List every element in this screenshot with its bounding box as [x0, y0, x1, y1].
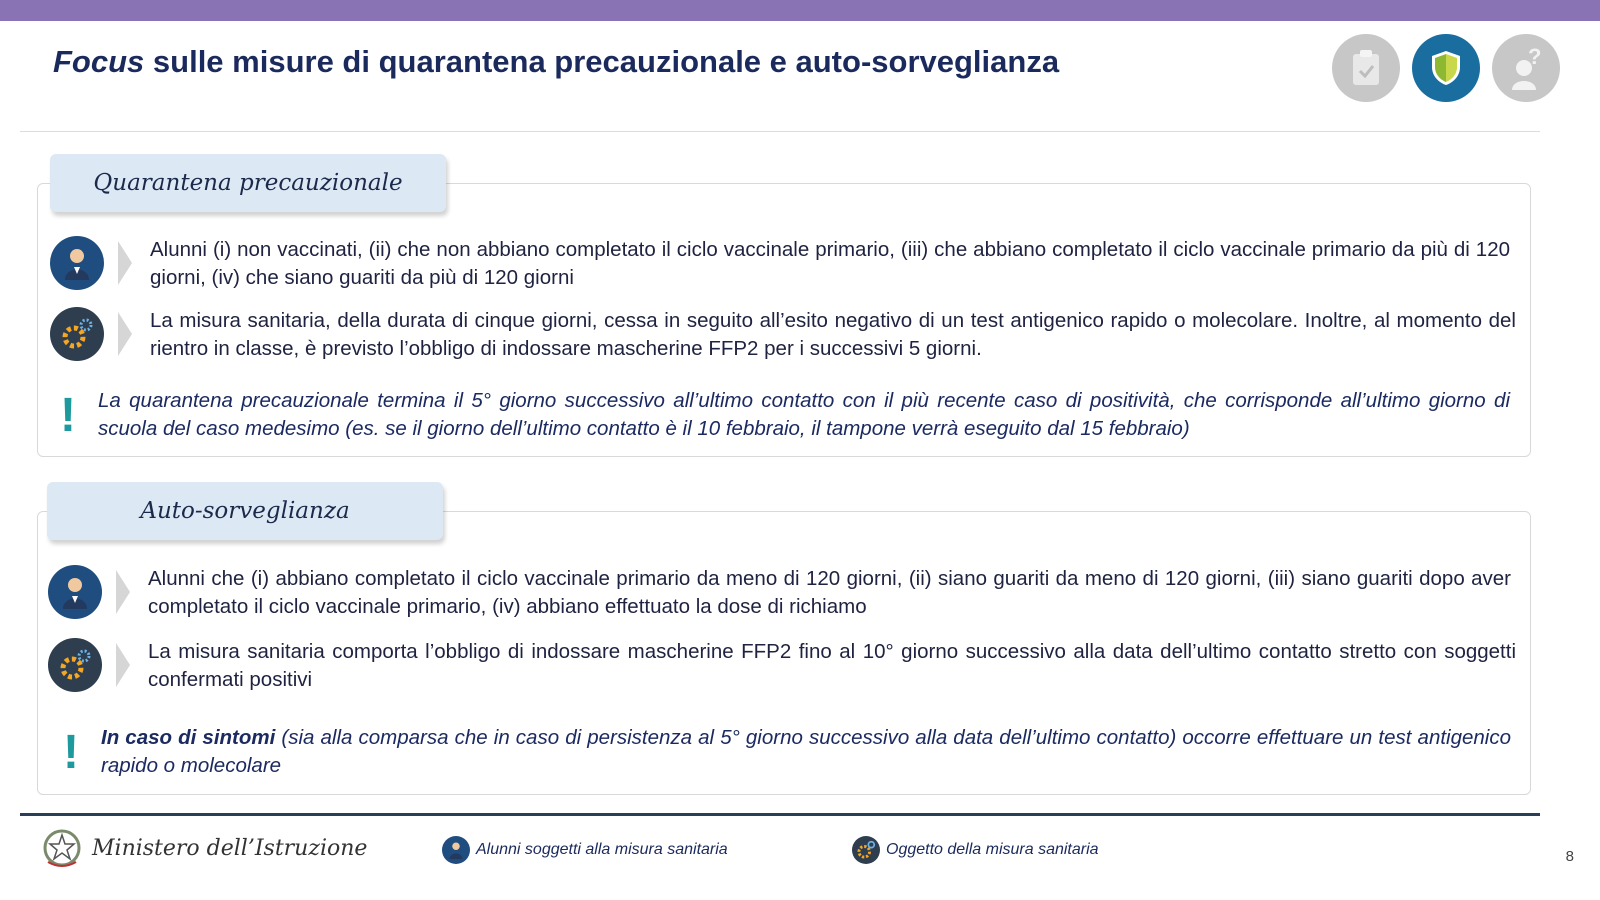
quarantena-note — [48, 387, 1510, 443]
gear-icon — [48, 638, 102, 692]
auto-note-rest: (sia alla comparsa che in caso di persistenza al 5° giorno successivo alla data dell’ultimo contatto) occorre effettuare un test antigenico rapido o molecolare — [101, 726, 1512, 777]
quarantena-object-row — [50, 307, 1520, 363]
student-icon — [48, 565, 102, 619]
legend-subjects-label: Alunni soggetti alla misura sanitaria — [476, 841, 728, 858]
student-icon — [50, 236, 104, 290]
exclamation-icon: ! — [60, 388, 76, 442]
header-divider — [20, 131, 1540, 132]
tab-quarantena-precauzionale: Quarantena precauzionale — [50, 154, 446, 212]
question-person-icon — [1492, 34, 1560, 102]
svg-text:?: ? — [1528, 46, 1542, 69]
exclamation-icon: ! — [63, 725, 79, 779]
ministry-name: Ministero dell’Istruzione — [92, 835, 368, 861]
header-icons — [1332, 34, 1560, 102]
title-rest: sulle misure di quarantena precauzionale e auto-sorveglianza — [144, 44, 1060, 79]
gear-icon — [852, 836, 880, 864]
quarantena-note-text: La quarantena precauzionale termina il 5° giorno successivo all’ultimo contatto con il più recente caso di positività, che corrisponde all’ultimo giorno di scuola del caso medesimo (es. se il giorno dell’ultimo contatto è il 10 febbraio, il tampone verrà eseguito dal 15 febbraio) — [98, 389, 1510, 440]
tab-auto-sorveglianza: Auto-sorveglianza — [47, 482, 443, 540]
legend-object — [852, 836, 1099, 864]
quarantena-subjects-row — [50, 236, 1520, 292]
chevron-icon — [116, 643, 130, 687]
legend-subjects — [442, 836, 728, 864]
legend-object-label: Oggetto della misura sanitaria — [886, 841, 1099, 858]
auto-note — [51, 724, 1513, 780]
footer-divider — [20, 813, 1540, 816]
auto-object-text: La misura sanitaria comporta l’obbligo di indossare mascherine FFP2 fino al 10° giorno successivo alla data dell’ultimo contatto stretto con soggetti confermati positivi — [148, 640, 1516, 691]
quarantena-subjects-text: Alunni (i) non vaccinati, (ii) che non abbiano completato il ciclo vaccinale primario, (iii) che abbiano completato il ciclo vaccinale primario da più di 120 giorni, (iv) che siano guariti da più di 120 giorni — [150, 238, 1510, 289]
chevron-icon — [118, 312, 132, 356]
auto-object-row — [48, 638, 1518, 694]
student-icon — [442, 836, 470, 864]
page-number: 8 — [1565, 848, 1574, 865]
auto-subjects-text: Alunni che (i) abbiano completato il ciclo vaccinale primario da meno di 120 giorni, (ii) siano guariti da meno di 120 giorni, (iii) siano guariti dopo aver completato il ciclo vaccinale primario, (iv) abbiano effettuato la dose di richiamo — [148, 567, 1511, 618]
page-title — [53, 44, 1059, 80]
auto-note-bold: In caso di sintomi — [101, 726, 276, 749]
chevron-icon — [116, 570, 130, 614]
auto-note-text — [101, 724, 1511, 780]
chevron-icon — [118, 241, 132, 285]
top-color-bar — [0, 0, 1600, 21]
quarantena-object-text: La misura sanitaria, della durata di cinque giorni, cessa in seguito all’esito negativo di un test antigenico rapido o molecolare. Inoltre, al momento del rientro in classe, è previsto l’obbligo di indossare mascherine FFP2 per i successivi 5 giorni. — [150, 309, 1516, 360]
ministry-logo — [42, 826, 367, 870]
auto-subjects-row — [48, 565, 1518, 621]
republic-emblem-icon — [42, 826, 82, 870]
clipboard-icon — [1332, 34, 1400, 102]
title-italic: Focus — [53, 44, 145, 79]
shield-icon — [1412, 34, 1480, 102]
gear-icon — [50, 307, 104, 361]
